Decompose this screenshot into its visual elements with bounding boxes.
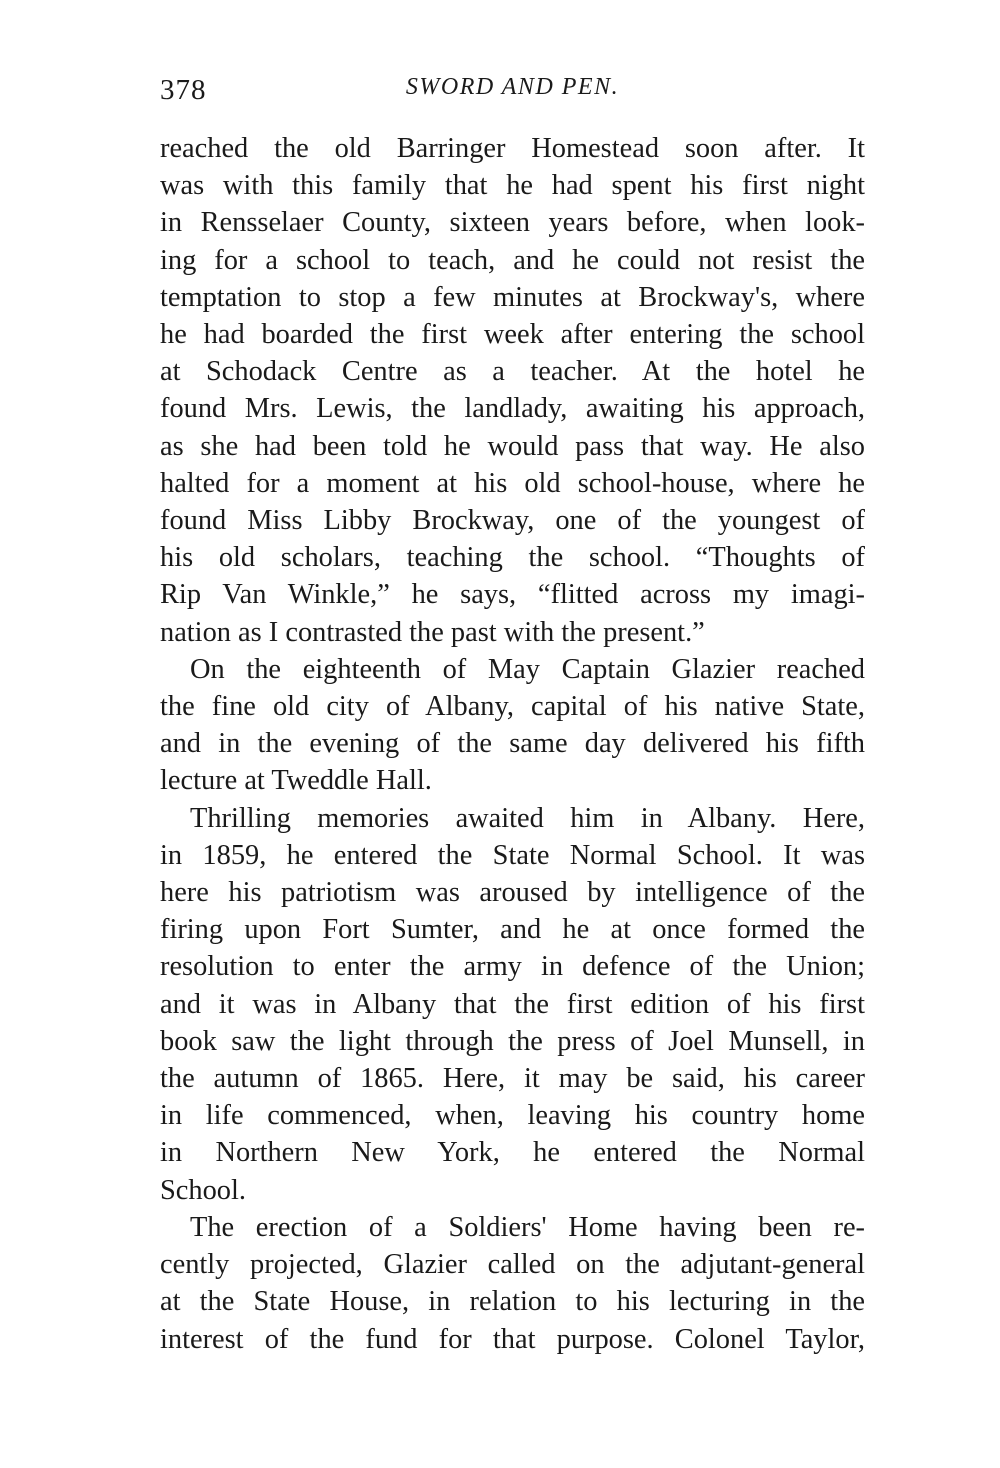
text-line: nation as I contrasted the past with the present.” bbox=[160, 616, 705, 648]
page-number: 378 bbox=[160, 74, 207, 106]
text-line: halted for a moment at his old school-house, where he bbox=[160, 467, 865, 499]
text-line: as she had been told he would pass that way. He also bbox=[160, 430, 865, 462]
text-line: at Schodack Centre as a teacher. At the hotel he bbox=[160, 356, 865, 388]
paragraph-1 bbox=[160, 130, 865, 651]
text-line: Rip Van Winkle,” he says, “flitted across my imagi- bbox=[160, 579, 865, 611]
paragraph-4 bbox=[160, 1209, 865, 1358]
text-line: in 1859, he entered the State Normal School. It was bbox=[160, 839, 865, 871]
text-line: in Rensselaer County, sixteen years before, when look- bbox=[160, 207, 865, 239]
paragraph-3 bbox=[160, 800, 865, 1209]
text-line: the fine old city of Albany, capital of his native State, bbox=[160, 691, 865, 723]
text-line: his old scholars, teaching the school. “Thoughts of bbox=[160, 542, 865, 574]
text-line: and in the evening of the same day delivered his fifth bbox=[160, 728, 865, 760]
text-line: firing upon Fort Sumter, and he at once formed the bbox=[160, 914, 865, 946]
body-text bbox=[160, 130, 865, 1358]
text-line: interest of the fund for that purpose. Colonel Taylor, bbox=[160, 1323, 865, 1355]
text-line: found Mrs. Lewis, the landlady, awaiting his approach, bbox=[160, 393, 865, 425]
text-line: lecture at Tweddle Hall. bbox=[160, 765, 432, 797]
text-line: found Miss Libby Brockway, one of the youngest of bbox=[160, 505, 865, 537]
text-line: cently projected, Glazier called on the adjutant-general bbox=[160, 1249, 865, 1281]
text-line: On the eighteenth of May Captain Glazier reached bbox=[190, 653, 865, 685]
page-header bbox=[160, 74, 865, 114]
text-line: and it was in Albany that the first edition of his first bbox=[160, 988, 865, 1020]
running-title: SWORD AND PEN. bbox=[405, 74, 620, 100]
text-line: temptation to stop a few minutes at Brockway's, where bbox=[160, 281, 865, 313]
text-line: School. bbox=[160, 1174, 246, 1206]
text-line: book saw the light through the press of Joel Munsell, in bbox=[160, 1025, 865, 1057]
text-line: The erection of a Soldiers' Home having been re- bbox=[190, 1211, 865, 1243]
text-line: in Northern New York, he entered the Normal bbox=[160, 1137, 865, 1169]
text-line: Thrilling memories awaited him in Albany. Here, bbox=[190, 802, 865, 834]
text-line: in life commenced, when, leaving his country home bbox=[160, 1100, 865, 1132]
text-line: reached the old Barringer Homestead soon after. It bbox=[160, 133, 865, 164]
text-line: the autumn of 1865. Here, it may be said, his career bbox=[160, 1063, 865, 1095]
text-line: resolution to enter the army in defence of the Union; bbox=[160, 951, 865, 983]
text-line: he had boarded the first week after entering the school bbox=[160, 319, 865, 351]
text-line: ing for a school to teach, and he could not resist the bbox=[160, 244, 865, 276]
text-line: here his patriotism was aroused by intelligence of the bbox=[160, 877, 865, 909]
text-line: at the State House, in relation to his lecturing in the bbox=[160, 1286, 865, 1318]
text-line: was with this family that he had spent his first night bbox=[160, 170, 865, 202]
paragraph-2 bbox=[160, 651, 865, 800]
